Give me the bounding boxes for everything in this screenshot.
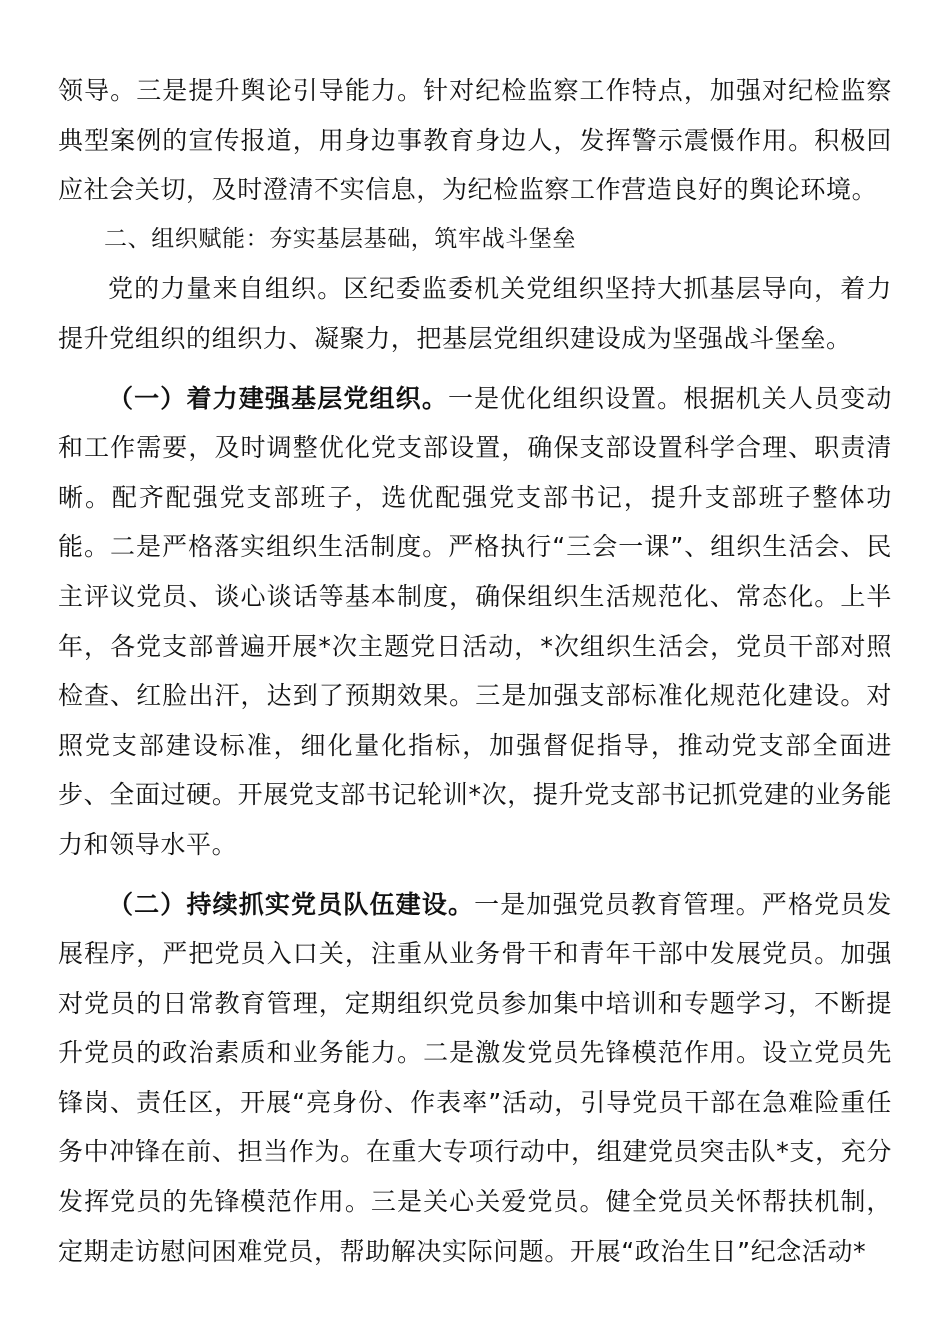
paragraph-subsection-1 bbox=[58, 374, 892, 870]
paragraph-subsection-2 bbox=[58, 880, 892, 1277]
paragraph-text: 一是加强党员教育管理。严格党员发展程序，严把党员入口关，注重从业务骨干和青年干部中发展党员。加强对党员的日常教育管理，定期组织党员参加集中培训和专题学习，不断提升党员的政治素质和业务能力。二是激发党员先锋模范作用。设立党员先锋岗、责任区，开展“亮身份、作表率”活动，引导党员干部在急难险重任务中冲锋在前、担当作为。在重大专项行动中，组建党员突击队*支，充分发挥党员的先锋模范作用。三是关心关爱党员。健全党员关怀帮扶机制，定期走访慰问困难党员，帮助解决实际问题。开展“政治生日”纪念活动* bbox=[58, 889, 892, 1266]
paragraph-text: 领导。三是提升舆论引导能力。针对纪检监察工作特点，加强对纪检监察典型案例的宣传报道，用身边事教育身边人，发挥警示震慑作用。积极回应社会关切，及时澄清不实信息，为纪检监察工作营造良好的舆论环境。 bbox=[58, 76, 892, 205]
paragraph-intro bbox=[58, 264, 892, 363]
paragraph-text: 一是优化组织设置。根据机关人员变动和工作需要，及时调整优化党支部设置，确保支部设置科学合理、职责清晰。配齐配强党支部班子，选优配强党支部书记，提升支部班子整体功能。二是严格落实组织生活制度。严格执行“三会一课”、组织生活会、民主评议党员、谈心谈话等基本制度，确保组织生活规范化、常态化。上半年，各党支部普遍开展*次主题党日活动，*次组织生活会，党员干部对照检查、红脸出汗，达到了预期效果。三是加强支部标准化规范化建设。对照党支部建设标准，细化量化指标，加强督促指导，推动党支部全面进步、全面过硬。开展党支部书记轮训*次，提升党支部书记抓党建的业务能力和领导水平。 bbox=[58, 383, 892, 859]
document-body bbox=[58, 66, 892, 1276]
subsection-heading: （一）着力建强基层党组织。 bbox=[108, 383, 448, 413]
subsection-heading: （二）持续抓实党员队伍建设。 bbox=[108, 889, 475, 919]
paragraph-gap bbox=[58, 364, 892, 374]
paragraph-continuation bbox=[58, 66, 892, 215]
paragraph-gap bbox=[58, 870, 892, 880]
section-heading bbox=[58, 215, 892, 265]
section-heading-text: 二、组织赋能：夯实基层基础，筑牢战斗堡垒 bbox=[104, 225, 576, 252]
paragraph-text: 党的力量来自组织。区纪委监委机关党组织坚持大抓基层导向，着力提升党组织的组织力、凝聚力，把基层党组织建设成为坚强战斗堡垒。 bbox=[58, 274, 892, 353]
